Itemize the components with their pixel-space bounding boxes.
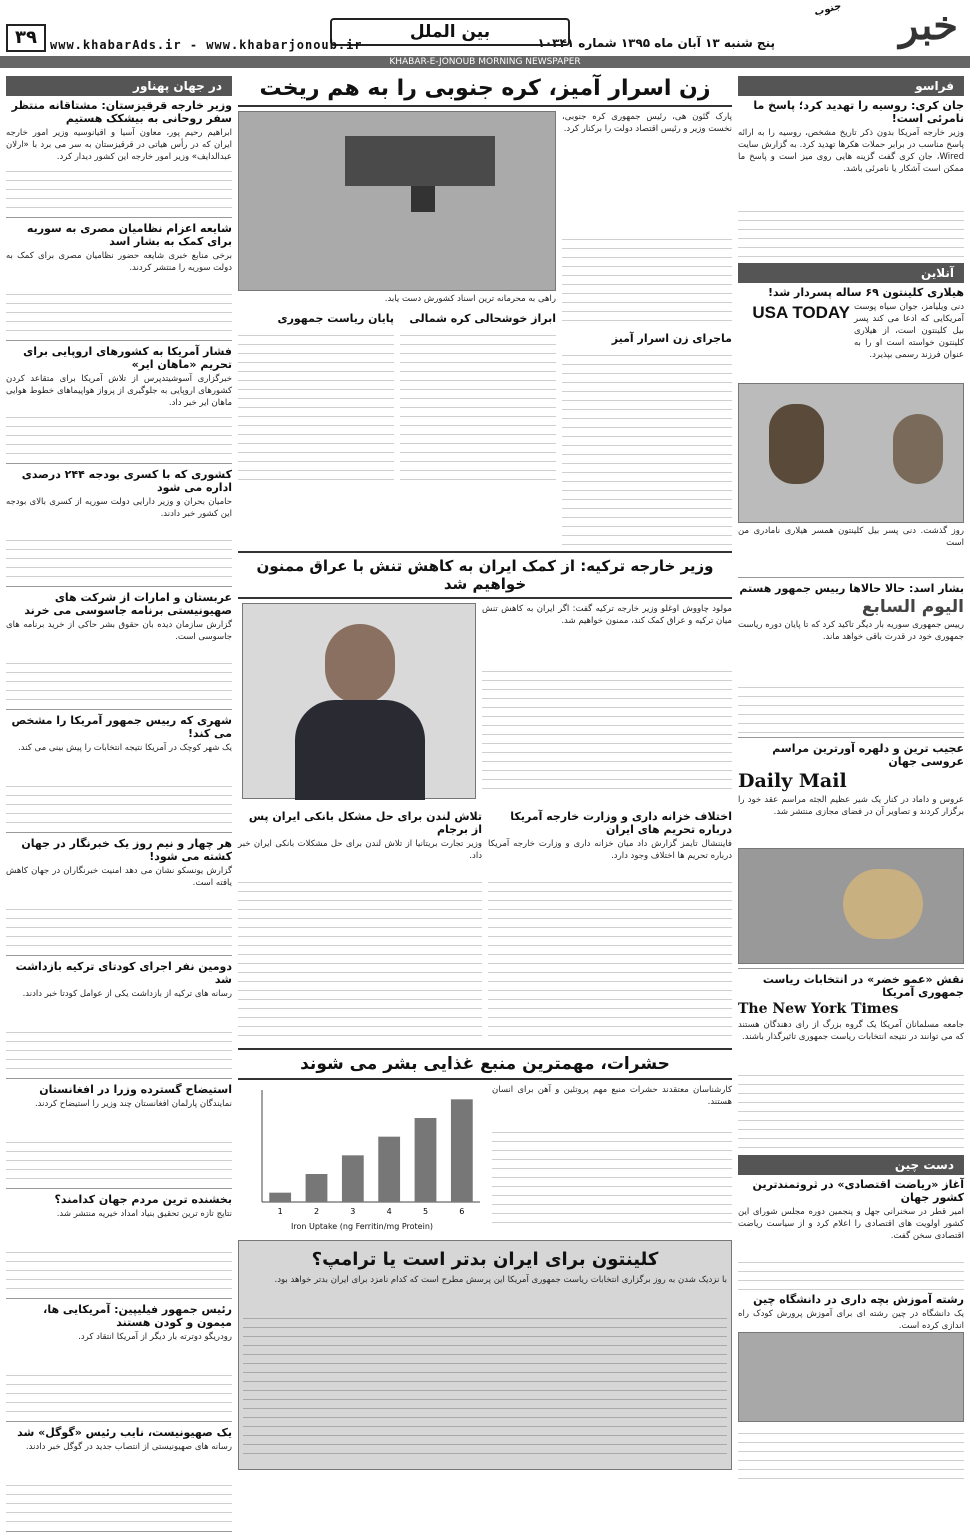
person-left-shape [893,414,943,484]
treasury-text: فایننشال تایمز گزارش داد میان خزانه داری و وزارت خارجه آمریکا درباره تحریم ها اختلاف وجود دارد. [485,839,732,861]
qatar-lines [738,1254,964,1290]
insects-headline: حشرات، مهمترین منبع غذایی بشر می شوند [238,1048,732,1080]
chart-tick-label: 2 [313,1207,320,1216]
daily-mail-logo: Daily Mail [738,770,847,792]
london-text: وزیر تجارت بریتانیا از تلاش لندن برای حل مشکلات بانکی ایران خبر داد. [235,839,482,861]
section-tab-online: آنلاین [738,263,964,283]
left-news-title: عربستان و امارات از شرکت های صهیونیستی برنامه جاسوسی می خرند [24,591,232,617]
left-news-text: گزارش سازمان دیده بان حقوق بشر حاکی از خرید برنامه های جاسوسی است. [3,620,232,642]
left-news-text: ابراهیم رحیم پور، معاون آسیا و اقیانوسیه وزیر امور خارجه ایران که در رأس هیاتی در قرقیزستان به سر می برد با «ارلان عبدالدایف» وزیر امور خارجه این کشور دیدار کرد. [3,128,232,162]
parenting-text: یک دانشگاه در چین رشته ای برای آموزش پرورش کودک راه اندازی کرده است. [735,1309,964,1331]
treasury-lines [488,874,732,1044]
korea-subhead-northkorea: ابراز خوشحالی کره شمالی [409,312,556,325]
left-news-title: یک صهیونیست، نایب رئیس «گوگل» شد [17,1426,232,1439]
left-news-text: نتایج تازه ترین تحقیق بنیاد امداد خیریه منتشر شد. [56,1209,232,1219]
trump-muslim-headline: نقش «عمو خضر» در انتخابات ریاست جمهوری آمریکا [762,973,964,999]
chart-bar [342,1155,364,1202]
clinton-son-caption: روز گذشت. دنی پسر بیل کلینتون همسر هیلاری نامادری من است [735,526,964,548]
korea-photo-caption: راهی به محرمانه ترین اسناد کشورش دست یابد. [384,294,556,304]
korea-text: پارک گئون هی، رئیس جمهوری کره جنوبی، نخست وزیر و رئیس اقتصاد دولت را برکنار کرد. [559,112,732,134]
section-tab-dastchin: دست چین [738,1155,964,1175]
parenting-photo [738,1332,964,1422]
left-news-text: برخی منابع خبری شایعه حضور نظامیان مصری برای کمک به دولت سوریه را منتشر کردند. [3,251,232,273]
left-news-lines [6,655,232,705]
left-column [3,72,232,1452]
turkey-headline: وزیر خارجه ترکیه: از کمک ایران به کاهش تنش با عراق ممنون خواهیم شد [238,551,732,599]
left-news-title: بخشنده ترین مردم جهان کدامند؟ [54,1193,232,1206]
left-news-item [6,714,232,833]
left-news-item [3,591,232,710]
chart-tick-label: 5 [422,1207,429,1216]
left-news-title: دومین نفر اجرای کودتای ترکیه بازداشت شد [15,960,232,986]
left-news-text: حامیان بحران و وزیر دارایی دولت سوریه از کسری بالای بودجه این کشور خبر دادند. [3,497,232,519]
left-news-title: کشوری که با کسری بودجه ۲۴۴ درصدی اداره می شود [21,468,232,494]
parenting-headline: رشته آموزش بچه داری در دانشگاه چین [753,1293,964,1306]
parenting-lines [738,1425,964,1485]
chart-tick-label: 1 [277,1207,283,1216]
left-news-title: فشار آمریکا به کشورهای اروپایی برای تحریم «ماهان ایر» [23,345,232,371]
center-column [235,72,732,1422]
left-news-title: شایعه اعزام نظامیان مصری به سوریه برای کمک به بشار اسد [26,222,232,248]
left-news-text: گزارش یونسکو نشان می دهد امنیت خبرنگاران در جهان کاهش یافته است. [3,866,232,888]
left-news-lines [6,409,232,459]
london-headline: تلاش لندن برای حل مشکل بانکی ایران پس از برجام [248,810,482,836]
korea-lines-4 [238,327,394,487]
chart-tick-label: 3 [350,1207,356,1216]
insects-text: کارشناسان معتقدند حشرات منبع مهم پروتئین و آهن برای انسان هستند. [489,1085,732,1107]
left-news-list [3,99,232,1532]
left-news-title: هر چهار و نیم روز یک خبرنگار در جهان کشته می شود! [21,837,232,863]
left-news-lines [6,1024,232,1074]
chart-caption: Iron Uptake (ng Ferritin/mg Protein) [290,1222,434,1231]
insects-chart [238,1084,486,1234]
left-news-title: استیضاح گسترده وزرا در افغانستان [39,1083,232,1096]
left-news-title: شهری که رییس جمهور آمریکا را مشخص می کند! [11,714,232,740]
korea-headline: زن اسرار آمیز، کره جنوبی را به هم ریخت [238,72,732,107]
qatar-headline: آغاز «ریاضت اقتصادی» در ثروتمندترین کشور جهان [752,1178,964,1204]
clinton-son-text: دنی ویلیامز، جوان سیاه پوست آمریکایی که ادعا می کند پسر بیل کلینتون است، از هیلاری کلینتون خواسته است او را به عنوان فرزند رسمی بپذیرد. [851,302,964,360]
korea-text-lines [562,231,732,329]
chart-tick-label: 4 [386,1207,392,1216]
wedding-lion-photo [738,848,964,964]
turkey-lines [482,663,732,793]
group-shape [345,136,495,186]
chart-bar [306,1174,328,1202]
assad-headline: بشار اسد: حالا حالاها رییس جمهور هستم [739,582,964,595]
clinton-son-headline: هیلاری کلینتون ۶۹ ساله پسردار شد! [768,286,964,299]
wedding-headline: عجیب ترین و دلهره آورترین مراسم عروسی جهان [772,742,964,768]
korea-subhead-end: پایان ریاست جمهوری [277,312,394,325]
website-links[interactable]: www.khabarAds.ir - www.khabarjonoub.ir [50,38,363,52]
left-news-item [6,1303,232,1422]
kerry-headline: جان کری: روسیه را تهدید کرد؛ پاسخ ما نامرئی است! [753,99,964,125]
left-news-lines [6,778,232,828]
nyt-logo: The New York Times [738,1001,899,1017]
usa-today-logo: USA TODAY [752,303,850,322]
left-news-lines [6,1134,232,1184]
left-news-lines [6,163,232,213]
clinton-trump-text: با نزدیک شدن به روز برگزاری انتخابات ریاست جمهوری آمریکا این پرسش مطرح است که کدام نامزد برای ایران بدتر خواهد بود. [274,1275,727,1285]
korea-lines-2 [562,347,732,547]
left-news-text: خبرگزاری آسوشیتدپرس از تلاش آمریکا برای متقاعد کردن کشورهای اروپایی به جلوگیری از پرواز هواپیماهای خطوط هوایی ماهان ایر خبر داد. [3,374,232,408]
korea-ceremony-photo [238,111,556,291]
left-news-text: رودریگو دوترته بار دیگر از آمریکا انتقاد کرد. [78,1332,232,1342]
section-title: بین الملل [330,18,570,46]
chart-bar [415,1118,437,1202]
left-news-text: رسانه های صهیونیستی از انتصاب جدید در گوگل خبر دادند. [25,1442,232,1452]
left-news-item [6,1083,232,1189]
left-news-item [6,1193,232,1299]
right-column [735,72,964,1422]
left-news-title: وزیر خارجه قرقیزستان: مشتاقانه منتظر سفر روحانی به بیشکک هستیم [11,99,232,125]
wedding-text: عروس و داماد در کنار یک شیر عظیم الجثه مراسم عقد خود را برگزار کردند و تصاویر آن در فضای مجازی منتشر شد. [735,795,964,817]
clinton-trump-lines [243,1310,727,1460]
issue-date: پنج شنبه ۱۳ آبان ماه ۱۳۹۵ شماره ۱۰۳۴۱ [537,36,775,50]
korea-lines-3 [400,327,556,487]
section-tab-farasoo: فراسو [738,76,964,96]
logo-sub: جنوب [813,0,843,19]
trump-muslim-text: جامعه مسلمانان آمریکا یک گروه بزرگ از رای دهندگان هستند که می توانند در نتیجه انتخابات ریاست جمهوری تاثیرگذار باشند. [735,1020,964,1042]
left-news-lines [6,286,232,336]
alyoum-logo: اليوم السابع [861,597,964,617]
left-news-lines [6,1244,232,1294]
section-tab-world: در جهان پهناور [6,76,232,96]
left-news-item [3,99,232,218]
person-right-shape [769,404,824,484]
page-number: ۳۹ [6,24,46,52]
lion-shape [843,869,923,939]
left-news-item [6,960,232,1079]
left-news-text: نمایندگان پارلمان افغانستان چند وزیر را استیضاح کردند. [34,1099,232,1109]
cavusoglu-photo [242,603,476,799]
left-news-item [3,345,232,464]
left-news-title: رئیس جمهور فیلیپین: آمریکایی ها، میمون و کودن هستند [43,1303,232,1329]
banner-strip: KHABAR-E-JONOUB MORNING NEWSPAPER [0,56,970,68]
trump-muslim-lines [738,1067,964,1151]
qatar-text: امیر قطر در سخنرانی جهل و پنجمین دوره مجلس شورای این کشور اولویت های اقتصادی را اعلام کرد و از سیاست ریاضت اقتصادی سخن گفت. [735,1207,964,1241]
left-news-item [3,468,232,587]
newspaper-logo: خبر [899,2,958,49]
head-shape [325,624,395,704]
kerry-text-lines [738,203,964,259]
clinton-trump-box [238,1240,732,1470]
iron-uptake-chart [238,1084,486,1218]
left-news-lines [6,532,232,582]
suit-shape [295,700,425,800]
clinton-trump-headline: کلینتون برای ایران بدتر است یا ترامپ؟ [311,1249,659,1270]
turkey-text: مولود چاووش اوغلو وزیر خارجه ترکیه گفت: اگر ایران به کاهش تنش میان ترکیه و عراق کمک کند، ممنون خواهیم شد. [479,604,732,626]
left-news-item [6,1426,232,1532]
left-news-text: یک شهر کوچک در آمریکا نتیجه انتخابات را پیش بینی می کند. [18,743,232,753]
chart-bar [269,1193,291,1202]
assad-text: رییس جمهوری سوریه بار دیگر تاکید کرد که تا پایان دوره ریاست جمهوری خود در قدرت باقی خواهد ماند. [735,620,964,642]
left-news-item [3,222,232,341]
chart-bar [451,1099,473,1202]
kerry-text: وزیر خارجه آمریکا بدون ذکر تاریخ مشخص، روسیه را به ارائه پاسخ مناسب در برابر حملات هکرها تهدید کرد. به گزارش سایت Wired، جان کری گفت گزینه هایی روی میز است و پاسخ ما ممکن است آشکار یا نامرئی باشد. [735,128,964,174]
chart-tick-label: 6 [459,1207,465,1216]
chart-bar [378,1137,400,1202]
insects-lines [492,1124,732,1224]
left-news-lines [6,1477,232,1527]
left-news-lines [6,901,232,951]
korea-subhead-mystery: ماجرای زن اسرار آمیز [611,332,732,345]
london-lines [238,874,482,1044]
left-news-item [3,837,232,956]
assad-text-lines [738,679,964,733]
treasury-headline: اختلاف خزانه داری و وزارت خارجه آمریکا درباره تحریم های ایران [510,810,732,836]
left-news-text: رسانه های ترکیه از بازداشت یکی از عوامل کودتا خبر دادند. [22,989,232,999]
clinton-son-photo [738,383,964,523]
left-news-lines [6,1367,232,1417]
